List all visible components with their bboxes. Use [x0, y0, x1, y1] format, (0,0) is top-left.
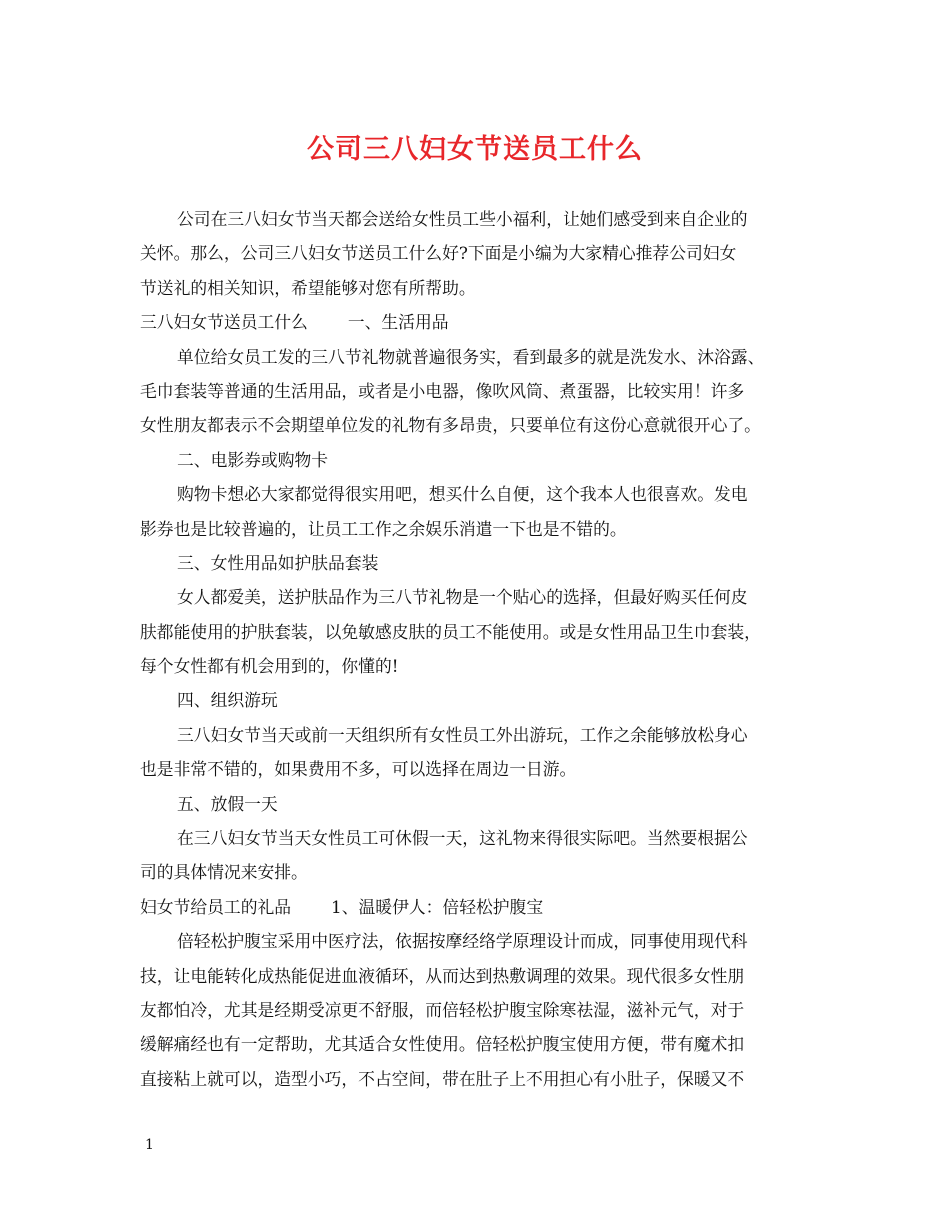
paragraph-line: 司的具体情况来安排。	[140, 862, 308, 883]
subsection-heading: 五、放假一天	[177, 793, 278, 814]
subsection-heading: 三、女性用品如护肤品套装	[177, 552, 379, 573]
section-heading: 三八妇女节送员工什么	[140, 312, 308, 333]
paragraph-line: 友都怕冷，尤其是经期受凉更不舒服，而倍轻松护腹宝除寒祛湿，滋补元气，对于	[140, 999, 745, 1020]
paragraph-line: 女性朋友都表示不会期望单位发的礼物有多昂贵，只要单位有这份心意就很开心了。	[140, 415, 761, 436]
paragraph-line: 也是非常不错的，如果费用不多，可以选择在周边一日游。	[140, 759, 577, 780]
document-body	[140, 202, 818, 1096]
subsection-heading: 二、电影券或购物卡	[177, 449, 329, 470]
paragraph-line: 影券也是比较普遍的，让员工工作之余娱乐消遣一下也是不错的。	[140, 518, 627, 539]
subsection-heading: 1、温暖伊人：倍轻松护腹宝	[331, 896, 544, 917]
section-heading: 妇女节给员工的礼品	[140, 896, 292, 917]
paragraph-line: 直接粘上就可以，造型小巧，不占空间，带在肚子上不用担心有小肚子，保暖又不	[140, 1068, 745, 1089]
paragraph-line: 关怀。那么，公司三八妇女节送员工什么好?下面是小编为大家精心推荐公司妇女	[140, 243, 737, 264]
page-number: 1	[145, 1137, 154, 1153]
paragraph-line: 公司在三八妇女节当天都会送给女性员工些小福利，让她们感受到来自企业的	[177, 209, 748, 229]
paragraph-line: 购物卡想必大家都觉得很实用吧，想买什么自便，这个我本人也很喜欢。发电	[177, 484, 748, 505]
paragraph-line: 倍轻松护腹宝采用中医疗法，依据按摩经络学原理设计而成，同事使用现代科	[177, 931, 748, 952]
paragraph-line: 技，让电能转化成热能促进血液循环，从而达到热敷调理的效果。现代很多女性朋	[140, 965, 745, 986]
paragraph-line: 在三八妇女节当天女性员工可休假一天，这礼物来得很实际吧。当然要根据公	[177, 828, 748, 849]
section-heading-line	[140, 305, 818, 339]
paragraph-line: 女人都爱美，送护肤品作为三八节礼物是一个贴心的选择，但最好购买任何皮	[177, 587, 748, 608]
paragraph-line: 单位给女员工发的三八节礼物就普遍很务实，看到最多的就是洗发水、沐浴露、	[177, 346, 765, 367]
document-title: 公司三八妇女节送员工什么	[307, 134, 643, 165]
paragraph-line: 缓解痛经也有一定帮助，尤其适合女性使用。倍轻松护腹宝使用方便，带有魔术扣	[140, 1034, 745, 1055]
paragraph-line: 肤都能使用的护肤套装，以免敏感皮肤的员工不能使用。或是女性用品卫生巾套装，	[140, 621, 761, 642]
paragraph-line: 毛巾套装等普通的生活用品，或者是小电器，像吹风筒、煮蛋器，比较实用！许多	[140, 380, 745, 401]
paragraph-line: 每个女性都有机会用到的，你懂的!	[140, 656, 399, 677]
subsection-heading: 四、组织游玩	[177, 690, 278, 711]
subsection-heading: 一、生活用品	[347, 312, 449, 333]
paragraph-line: 三八妇女节当天或前一天组织所有女性员工外出游玩，工作之余能够放松身心	[177, 724, 748, 745]
section-heading-line	[140, 890, 818, 924]
paragraph-line: 节送礼的相关知识，希望能够对您有所帮助。	[140, 277, 476, 298]
